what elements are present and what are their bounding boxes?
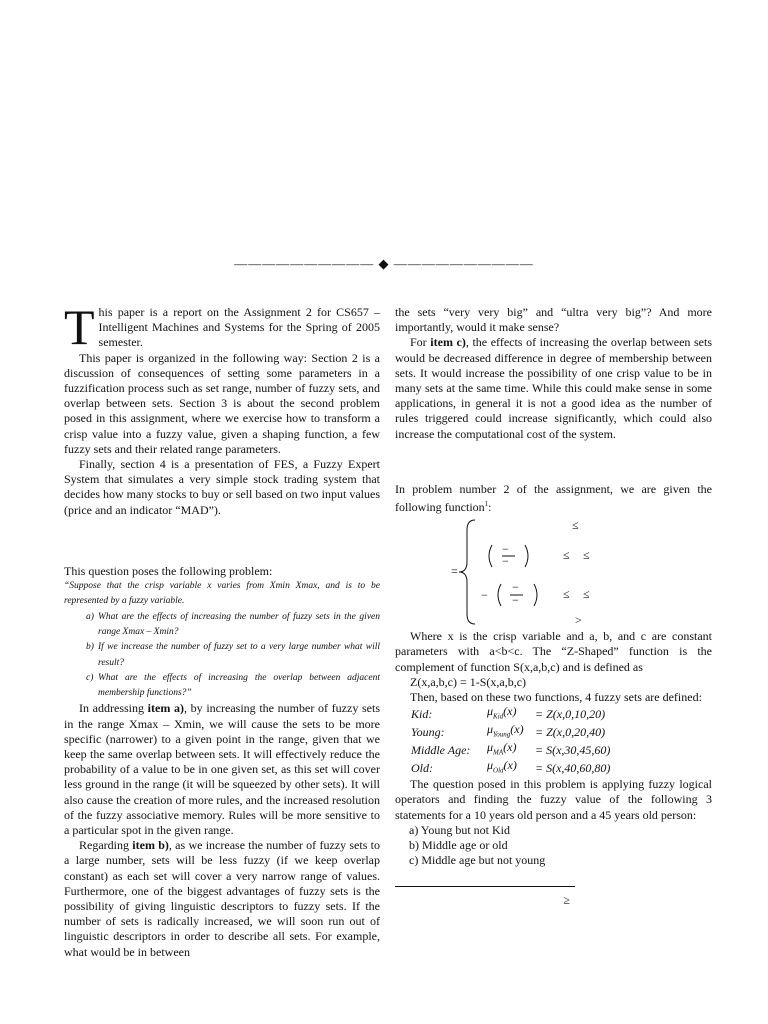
list-item: Young: $\mu_{Young}(x)$ = Z(x,0,20,40) xyxy=(411,721,606,739)
list-item: c) Middle age but not young xyxy=(409,853,546,868)
formula-leq: ≤ xyxy=(563,548,570,563)
fes-paragraph: Finally, section 4 is a presentation of FES, a Fuzzy Expert System that simulates a very simple stock trading system that decides how many stocks to buy or sell based on two input values (price and an indicator “MAD”). xyxy=(64,457,380,517)
continued-paragraph: the sets “very very big” and “ultra very big”? And more importantly, would it make sense? xyxy=(395,305,712,335)
question-paragraph: The question posed in this problem is applying fuzzy logical operators and finding the fuzzy value of the following 3 statements for a 10 years old person and a 45 years old person: xyxy=(395,777,712,822)
item-a-paragraph: In addressing item a), by increasing the number of fuzzy sets in the range Xmax – Xmin, we will cause the sets to be more specific (narrower) to a given point in the range, given that we keep the same overlap between sets. It will effectively reduce the probability of a value to be in one given set, as this set will cover less ground in the range (it will be squeezed by other sets). It will also cause the creation of more rules, and the increased resolution of the fuzzy associative memory. Rules will be more sensitive to a particular spot in the given range. xyxy=(64,701,380,838)
z-definition: Z(x,a,b,c) = 1-S(x,a,b,c) xyxy=(410,674,527,689)
question-list xyxy=(64,610,380,702)
formula-leq: ≤ xyxy=(572,518,579,533)
list-item: a) What are the effects of increasing the number of fuzzy sets in the given range Xmax – Xmin? xyxy=(86,611,380,637)
list-item: Middle Age: $\mu_{MA}(x)$ = S(x,30,45,60) xyxy=(411,739,611,757)
formula-minus: − xyxy=(512,580,519,595)
statement-list xyxy=(409,823,712,869)
formula-leq: ≤ xyxy=(583,587,590,602)
intro-paragraph: This paper is a report on the Assignment 2 for CS657 – Intelligent Machines and Systems for the Spring of 2005 semester. xyxy=(64,299,380,355)
s-function-formula xyxy=(395,518,712,626)
formula-brackets xyxy=(395,518,712,626)
left-column xyxy=(64,299,380,960)
formula-minus: − xyxy=(502,542,509,557)
formula-equals: = xyxy=(451,564,458,579)
list-item: a) Young but not Kid xyxy=(409,822,511,837)
footnote-rule xyxy=(395,886,575,887)
formula-minus: − xyxy=(512,593,519,608)
where-paragraph: Where x is the crisp variable and a, b, and c are constant parameters with a<b<c. The “Z-Shaped” function is the complement of function S(x,a,b,c) and is defined as xyxy=(395,629,712,674)
fuzzy-set-list xyxy=(411,705,712,777)
problem-intro: This question poses the following problem: xyxy=(64,563,273,578)
item-b-paragraph: Regarding item b), as we increase the number of fuzzy sets to a large number, sets will be less fuzzy (if we keep overlap constant) as each set will cover a very narrow range of values. Furthermore, one of the biggest advantages of fuzzy sets is the possibility of giving linguistic descriptors to fuzzy sets. If the number of sets is radically increased, we will soon run out of linguistic descriptors in order to describe all sets. For example, what would be in between xyxy=(64,838,380,959)
item-c-paragraph: For item c), the effects of increasing the overlap between sets would be decreased difference in degree of membership between sets. It would increase the possibility of one crisp value to be in many sets at the same time. While this could make sense in some applications, in general it is not a good idea as the number of rules triggered could increase significantly, which could also increase the computational cost of the system. xyxy=(395,335,712,441)
formula-minus: − xyxy=(481,588,488,603)
section-separator: ―――――――――― ◆ ―――――――――― xyxy=(234,256,534,271)
problem2-paragraph: In problem number 2 of the assignment, we are given the following function$^1$: xyxy=(395,481,712,515)
right-column xyxy=(395,305,712,909)
formula-minus: − xyxy=(502,554,509,569)
footnote-symbol: ≥ xyxy=(563,893,570,908)
problem-quote: “Suppose that the crisp variable x varies from Xmin Xmax, and is to be represented by a fuzzy variable. xyxy=(64,581,380,607)
list-item: c) What are the effects of increasing the overlap between adjacent membership functions?” xyxy=(86,672,380,699)
list-item: Old: $\mu_{Old}(x)$ = S(x,40,60,80) xyxy=(411,757,611,775)
list-item: Kid: $\mu_{Kid}(x)$ = Z(x,0,10,20) xyxy=(411,703,606,721)
formula-leq: ≤ xyxy=(583,548,590,563)
then-paragraph: Then, based on these two functions, 4 fuzzy sets are defined: xyxy=(410,690,702,705)
list-item: b) If we increase the number of fuzzy set to a very large number what will result? xyxy=(86,642,380,668)
formula-gt: > xyxy=(575,613,582,628)
list-item: b) Middle age or old xyxy=(409,838,508,853)
organization-paragraph: This paper is organized in the following way: Section 2 is a discussion of consequences of setting some parameters in a fuzzification process such as set range, number of fuzzy sets, and overlap between sets. Section 3 is about the second problem posed in this assignment, where we exercise how to transform a crisp value into a fuzzy value, given a shaping function, a few fuzzy sets and their related range parameters. xyxy=(64,350,380,456)
drop-cap: T xyxy=(64,299,95,355)
formula-leq: ≤ xyxy=(563,587,570,602)
